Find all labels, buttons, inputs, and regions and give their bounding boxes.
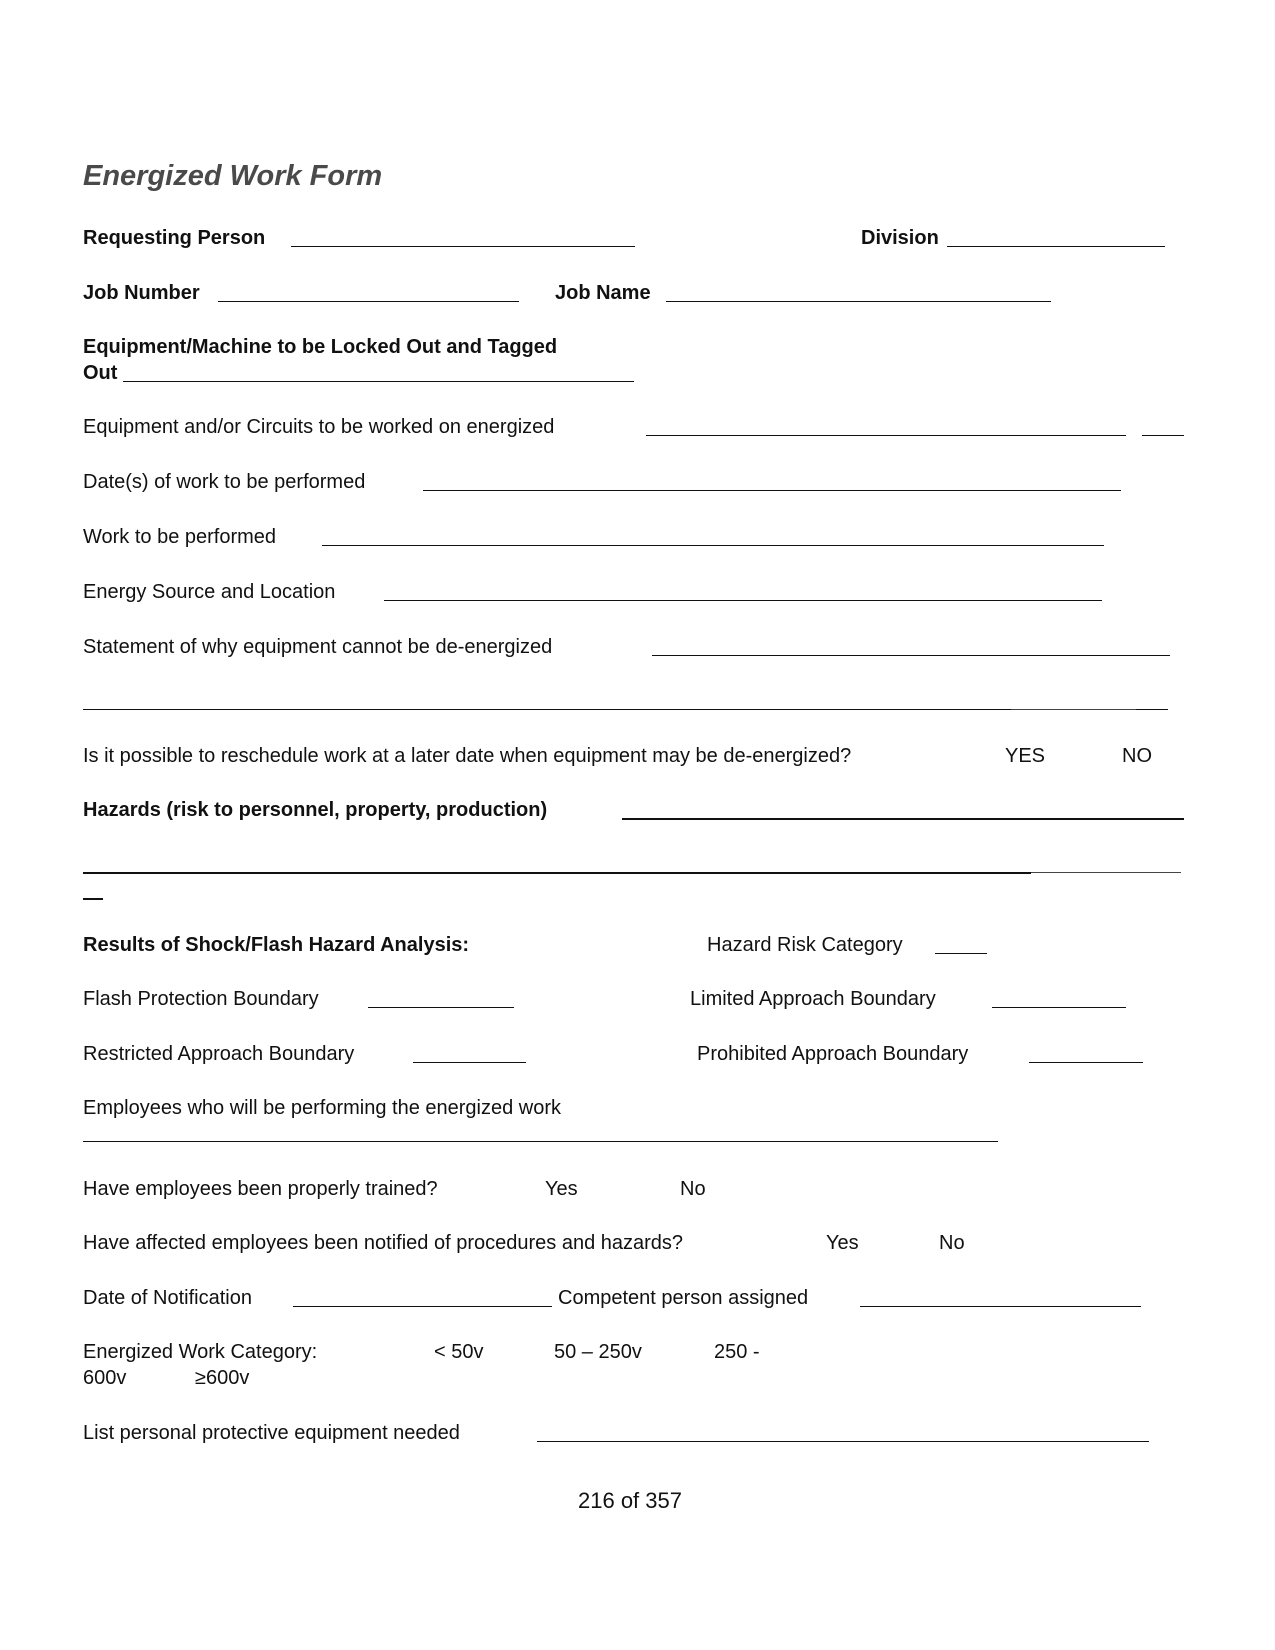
- work-to-perform-label: Work to be performed: [83, 526, 277, 548]
- flash-protection-boundary-label: Flash Protection Boundary: [83, 988, 319, 1010]
- limited-approach-boundary-label: Limited Approach Boundary: [690, 988, 936, 1010]
- job-name-label: Job Name: [555, 282, 651, 304]
- work-category-250-600-option-part2[interactable]: 600v: [83, 1367, 127, 1389]
- equipment-lockout-label-line2: Out: [83, 362, 118, 384]
- work-category-250-600-option-part1[interactable]: 250 -: [714, 1341, 760, 1363]
- division-label: Division: [861, 227, 939, 249]
- division-input-line[interactable]: [947, 246, 1165, 247]
- job-name-input-line[interactable]: [666, 301, 1051, 302]
- reschedule-yes-option[interactable]: YES: [1005, 745, 1046, 767]
- ppe-needed-label: List personal protective equipment needed: [83, 1422, 460, 1444]
- work-category-ge600-option[interactable]: ≥600v: [195, 1367, 250, 1389]
- equipment-lockout-label-line1: Equipment/Machine to be Locked Out and Tagged: [83, 336, 558, 358]
- reschedule-question: Is it possible to reschedule work at a later date when equipment may be de-energized?: [83, 745, 852, 767]
- notified-yes-option[interactable]: Yes: [826, 1232, 859, 1254]
- hazards-input-line[interactable]: [622, 818, 1184, 820]
- hazard-risk-category-input-line[interactable]: [935, 953, 987, 954]
- form-title: Energized Work Form: [83, 160, 383, 192]
- dates-of-work-input-line[interactable]: [423, 490, 1121, 491]
- equipment-lockout-input-line[interactable]: [123, 381, 634, 382]
- hazards-input-line-2[interactable]: [83, 872, 1031, 874]
- hazards-input-line-3[interactable]: [83, 898, 103, 900]
- statement-why-input-line-2-end[interactable]: [1136, 709, 1168, 710]
- trained-question: Have employees been properly trained?: [83, 1178, 438, 1200]
- work-category-label: Energized Work Category:: [83, 1341, 318, 1363]
- energy-source-label: Energy Source and Location: [83, 581, 336, 603]
- requesting-person-input-line[interactable]: [291, 246, 635, 247]
- circuits-energized-input-line[interactable]: [646, 435, 1126, 436]
- hazards-label: Hazards (risk to personnel, property, production): [83, 799, 548, 821]
- circuits-energized-input-line-end[interactable]: [1142, 435, 1184, 436]
- work-category-lt50-option[interactable]: < 50v: [434, 1341, 484, 1363]
- hazards-input-line-2-ext[interactable]: [1031, 872, 1181, 873]
- hazard-risk-category-label: Hazard Risk Category: [707, 934, 903, 956]
- competent-person-label: Competent person assigned: [558, 1287, 809, 1309]
- competent-person-input-line[interactable]: [860, 1306, 1141, 1307]
- employees-performing-input-line[interactable]: [83, 1141, 998, 1142]
- date-of-notification-input-line[interactable]: [293, 1306, 552, 1307]
- ppe-needed-input-line[interactable]: [537, 1441, 1149, 1442]
- date-of-notification-label: Date of Notification: [83, 1287, 252, 1309]
- trained-yes-option[interactable]: Yes: [545, 1178, 578, 1200]
- reschedule-no-option[interactable]: NO: [1122, 745, 1152, 767]
- circuits-energized-label: Equipment and/or Circuits to be worked on energized: [83, 416, 555, 438]
- page-number: 216 of 357: [578, 1488, 682, 1513]
- results-heading: Results of Shock/Flash Hazard Analysis:: [83, 934, 470, 956]
- employees-performing-label: Employees who will be performing the energized work: [83, 1097, 562, 1119]
- requesting-person-label: Requesting Person: [83, 227, 266, 249]
- job-number-label: Job Number: [83, 282, 200, 304]
- statement-why-input-line-2[interactable]: [83, 709, 1011, 710]
- work-to-perform-input-line[interactable]: [322, 545, 1104, 546]
- statement-why-label: Statement of why equipment cannot be de-energized: [83, 636, 553, 658]
- energy-source-input-line[interactable]: [384, 600, 1102, 601]
- restricted-approach-boundary-input-line[interactable]: [413, 1062, 526, 1063]
- flash-protection-boundary-input-line[interactable]: [368, 1007, 514, 1008]
- work-category-50-250-option[interactable]: 50 – 250v: [554, 1341, 642, 1363]
- notified-question: Have affected employees been notified of procedures and hazards?: [83, 1232, 684, 1254]
- prohibited-approach-boundary-label: Prohibited Approach Boundary: [697, 1043, 969, 1065]
- prohibited-approach-boundary-input-line[interactable]: [1029, 1062, 1143, 1063]
- dates-of-work-label: Date(s) of work to be performed: [83, 471, 366, 493]
- trained-no-option[interactable]: No: [680, 1178, 706, 1200]
- job-number-input-line[interactable]: [218, 301, 519, 302]
- limited-approach-boundary-input-line[interactable]: [992, 1007, 1126, 1008]
- statement-why-input-line[interactable]: [652, 655, 1170, 656]
- restricted-approach-boundary-label: Restricted Approach Boundary: [83, 1043, 355, 1065]
- statement-why-input-line-2-ext[interactable]: [1011, 709, 1136, 710]
- notified-no-option[interactable]: No: [939, 1232, 965, 1254]
